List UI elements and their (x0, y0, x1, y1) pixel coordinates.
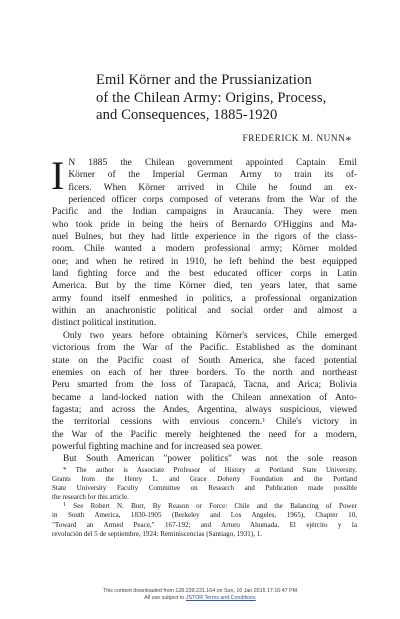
body-line: powerful fighting machine and for increased sea power. (52, 441, 263, 452)
footnote-text: See Robert N. Burr, By Reason or Force: Chile and the Balancing of Power (73, 502, 357, 511)
body-line: the War of the Pacific merely heightened the need for a modern, (52, 429, 357, 440)
author-byline (243, 133, 352, 145)
author-footnote-mark: * (345, 133, 352, 147)
footnote-line: * The author is Associate Professor of History at Portland State University. (63, 466, 357, 474)
article-body (51, 153, 357, 466)
drop-cap: I (51, 153, 65, 198)
download-footer (0, 588, 400, 602)
author-name: FREDERICK M. NUNN (242, 133, 346, 143)
body-line: land fighting force and the best educated officer corps in Latin (52, 269, 357, 280)
terms-link[interactable]: JSTOR Terms and Conditions (185, 595, 256, 601)
body-line: Only two years before obtaining Körner's services, Chile emerged (63, 330, 357, 341)
footer-terms-line (0, 595, 400, 602)
body-line: nuel Bulnes, but they had little experience in the rigors of the class- (52, 232, 357, 243)
footer-terms-prefix: All use subject to (144, 595, 186, 601)
paragraph-1 (51, 153, 357, 330)
body-line: distinct political institution. (52, 318, 157, 329)
title-line: and Consequences, 1885-1920 (96, 107, 278, 123)
footnote-line: State University Faculty Committee on Research and Publication made possible (52, 484, 357, 493)
paragraph-2 (52, 330, 357, 453)
body-line: victorious from the War of the Pacific. Established as the dominant (52, 343, 357, 354)
body-line: But South American "power politics" was not the sole reason (63, 454, 357, 465)
footnote-line (52, 502, 357, 511)
body-line: within an anachronistic political and social order and almost a (52, 306, 357, 317)
body-line: army found itself enmeshed in politics, a professional organization (52, 293, 357, 304)
footnote-line: "Toward an Armed Peace," 167-192; and Arturo Ahumada, El ejército y la (52, 520, 357, 529)
title-line: Emil Körner and the Prussianization (96, 72, 312, 88)
body-line: fagasta; and across the Andes, Argentina, always suspicious, viewed (52, 404, 357, 415)
footnote-1 (52, 502, 357, 538)
body-line: perienced officer corps composed of veterans from the War of the (68, 195, 357, 206)
body-line: ficers. When Körner arrived in Chile he found an ex- (68, 182, 357, 193)
footnote-ref[interactable]: 1 (262, 418, 266, 425)
body-line: one; and when he retired in 1910, he left behind the best equipped (52, 256, 357, 267)
footnote-line: revolución del 5 de septiembre, 1924: Reminiscencias (Santiago, 1931), 1. (52, 529, 262, 538)
footnotes (52, 466, 357, 539)
body-line: America. But by the time Körner died, ten years later, that same (52, 281, 357, 292)
footnote-number: 1 (63, 502, 66, 509)
footnote-author (52, 466, 357, 502)
footer-download-line: This content downloaded from 128.239.231.164 on Sun, 16 Jan 2015 17:16:47 PM (102, 588, 298, 594)
body-line: state on the Pacific coast of South America, she faced potential (52, 355, 357, 366)
footnote-line: in South America, 1830-1905 (Berkeley and Los Angeles, 1965), Chapter 10, (52, 511, 357, 520)
footnote-line: the research for this article. (52, 493, 129, 502)
body-line-text: the territorial cessions with envious concern. (52, 417, 263, 428)
body-line: enemies on each of her three borders. To the north and northeast (52, 367, 357, 378)
body-line: room. Chile wanted a modern professional army; Körner molded (52, 244, 357, 255)
body-line: N 1885 the Chilean government appointed Captain Emil (68, 158, 357, 168)
footnote-line: Grants from the Henry L. and Grace Doherty Foundation and the Portland (52, 475, 357, 484)
body-line-with-footnote (52, 416, 357, 428)
body-line: Peru smarted from the loss of Tarapacá, Tacna, and Arica; Bolivia (52, 380, 357, 391)
body-line: became a land-locked nation with the Chilean annexation of Anto- (52, 392, 357, 403)
title-line: of the Chilean Army: Origins, Process, (96, 89, 327, 106)
body-line-text: Chile's victory in (265, 417, 357, 428)
body-line: Körner of the Imperial German Army to train its of- (68, 170, 357, 181)
body-line: Pacific and the Indian campaigns in Araucanía. They were men (52, 207, 357, 218)
body-line: who took pride in being the heirs of Bernardo O'Higgins and Ma- (52, 219, 357, 230)
paragraph-3 (52, 453, 357, 465)
article-title (96, 72, 386, 125)
